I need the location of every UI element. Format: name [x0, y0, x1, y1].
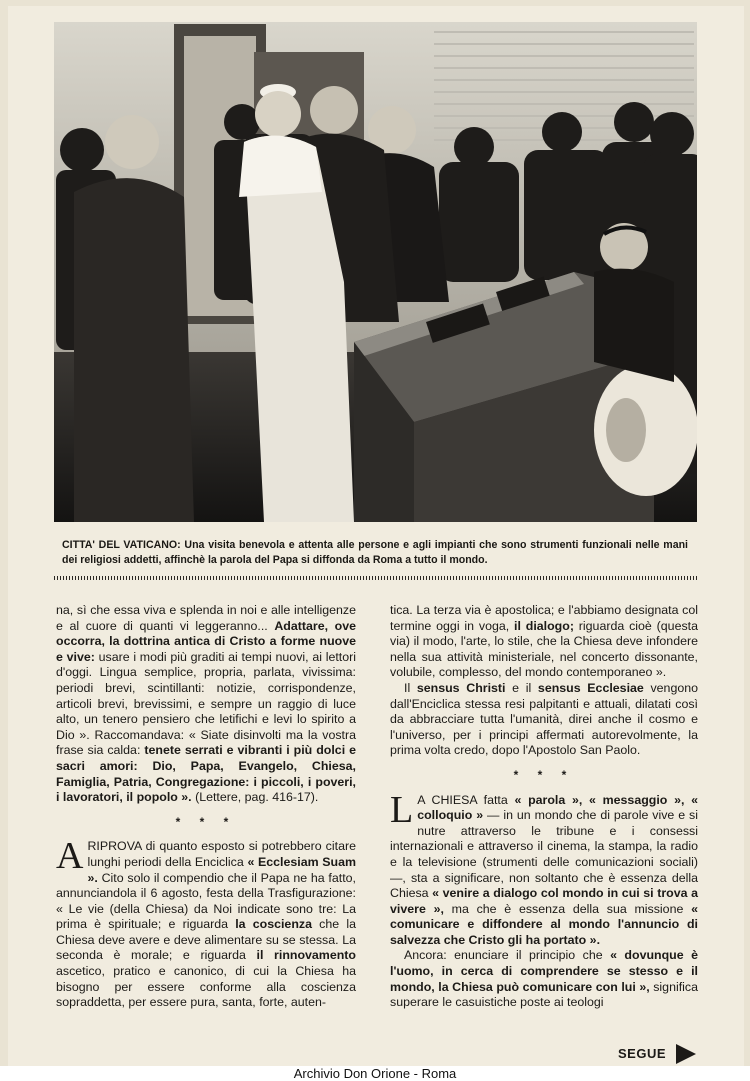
text: tica. La terza via è apostolica; e l'abbiamo designata col termine oggi in voga, [390, 603, 698, 633]
text: — in un mondo che di parole vive e si nutre attraverso le tribune e i consessi internazionali e attraverso il cinema, la stampa, la radio e la televisione (strumenti delle comunicazioni sociali) —, sta a significare, non soltanto che è essenza della Chiesa [390, 808, 698, 901]
continue-label[interactable]: SEGUE [618, 1046, 667, 1061]
bold-text: la coscienza [235, 917, 312, 932]
bold-text: « Ecclesiam Suam ». [87, 854, 357, 885]
photo-caption [62, 538, 688, 568]
text: Cito solo il compendio che il Papa ne ha fatto, annunciandola il 6 agosto, festa della Trasfigurazione: « Le vie (della Chiesa) da Noi indicate sono tre: La prima è spirituale; e riguarda [56, 870, 356, 932]
play-arrow-icon[interactable] [676, 1044, 696, 1064]
text: e il [505, 680, 538, 695]
right-column [390, 603, 698, 1011]
text: che la Chiesa deve avere e deve alimentare su se stessa. La seconda è morale; e riguarda [56, 917, 356, 963]
bold-text: « venire a dialogo col mondo in cui si trova a vivere », [390, 886, 698, 916]
bold-text: « comunicare e diffondere al mondo l'annuncio di salvezza che Cristo gli ha portato ». [390, 901, 698, 947]
text: Ancora: enunciare il principio che [404, 948, 611, 963]
bold-text: sensus Ecclesiae [537, 680, 644, 695]
text: ascetico, pratico e canonico, di cui la Chiesa ha bisogno per essere conforme alla coscienza sopraddetta, per essere pura, santa, forte, auten- [56, 964, 356, 1010]
text: Il [404, 680, 417, 695]
drop-cap: L [390, 788, 414, 831]
vatican-visit-photo [54, 22, 697, 522]
text: A CHIESA fatta [417, 792, 515, 807]
left-column [56, 603, 356, 1011]
text: RIPROVA di quanto esposto si potrebbero citare lunghi periodi della Enciclica [87, 839, 356, 869]
bold-text: « parola », [514, 792, 583, 807]
bold-text: « messaggio », « colloquio » [417, 792, 698, 823]
text: ma che è essenza della sua missione [443, 901, 692, 916]
section-separator: * * * [175, 814, 237, 829]
text: na, sì che essa viva e splenda in noi e alle intelligenze e al cuore di quanti vi leggeranno... [56, 603, 356, 633]
archive-footer: Archivio Don Orione - Roma [0, 1066, 750, 1081]
bold-text: sensus Christi [416, 680, 506, 695]
caption-text: Una visita benevola e attenta alle persone e agli impianti che sono strumenti funzionali nelle mani dei religiosi addetti, affinchè la parola del Papa si diffonda da Roma a tutto il mondo. [62, 539, 689, 566]
text: (Lettere, pag. 416-17). [191, 790, 319, 805]
paragraph [390, 681, 698, 759]
text: usare i modi più graditi ai tempi nuovi, ai lettori d'oggi. Lingua semplice, propria, parlata, vivissima: periodi brevi, scintillanti: notizie, corrispondenze, articoli brevi, brevissimi, e sempre un raggio di luce alto, un tenero pensiero che letifichi e levi lo spirito a Dio ». Raccomandava: « Siate disinvolti ma la vostra frase sia calda: [56, 649, 357, 758]
caption-place: CITTA' DEL VATICANO: [62, 539, 181, 551]
paragraph [390, 788, 698, 949]
text: riguarda cioè (questa via) il modo, l'arte, lo stile, che la Chiesa deve infondere nella sua attività ministeriale, nel concerto dissonante, volubile, complesso, del mondo contemporaneo ». [390, 618, 698, 680]
photograph [54, 22, 697, 522]
bold-text: tenete serrati e vibranti i più dolci e sacri amori: Dio, Papa, Evangelo, Chiesa, Famiglia, Patria, Congregazione: i piccoli, i poveri, i lavoratori, il popolo ». [56, 743, 356, 805]
bold-text: Adattare, ove occorra, la dottrina antica di Cristo a forme nuove e vive: [56, 618, 356, 664]
paragraph [390, 948, 698, 1010]
bold-text: il rinnovamento [256, 948, 356, 963]
section-separator: * * * [513, 767, 575, 782]
bold-text: « dovunque è l'uomo, in cerca di comprendere se stesso e il mondo, la Chiesa può comunicare con lui », [390, 948, 698, 994]
drop-cap: A [56, 835, 84, 878]
dotted-rule [54, 576, 697, 580]
text: vengono dall'Enciclica stessa resi palpitanti e attuali, dilatati così da abbracciare tutta l'umanità, direi anche il cosmo e l'universo, per i principi affermati autorevolmente, la prima volta credo, dopo l'Apostolo San Paolo. [390, 680, 699, 758]
paragraph [56, 835, 357, 1011]
bold-text: il dialogo; [514, 618, 574, 633]
paragraph [390, 603, 698, 681]
paragraph [56, 603, 356, 806]
text: significa superare le casuistiche poste ai teologi [390, 979, 698, 1010]
